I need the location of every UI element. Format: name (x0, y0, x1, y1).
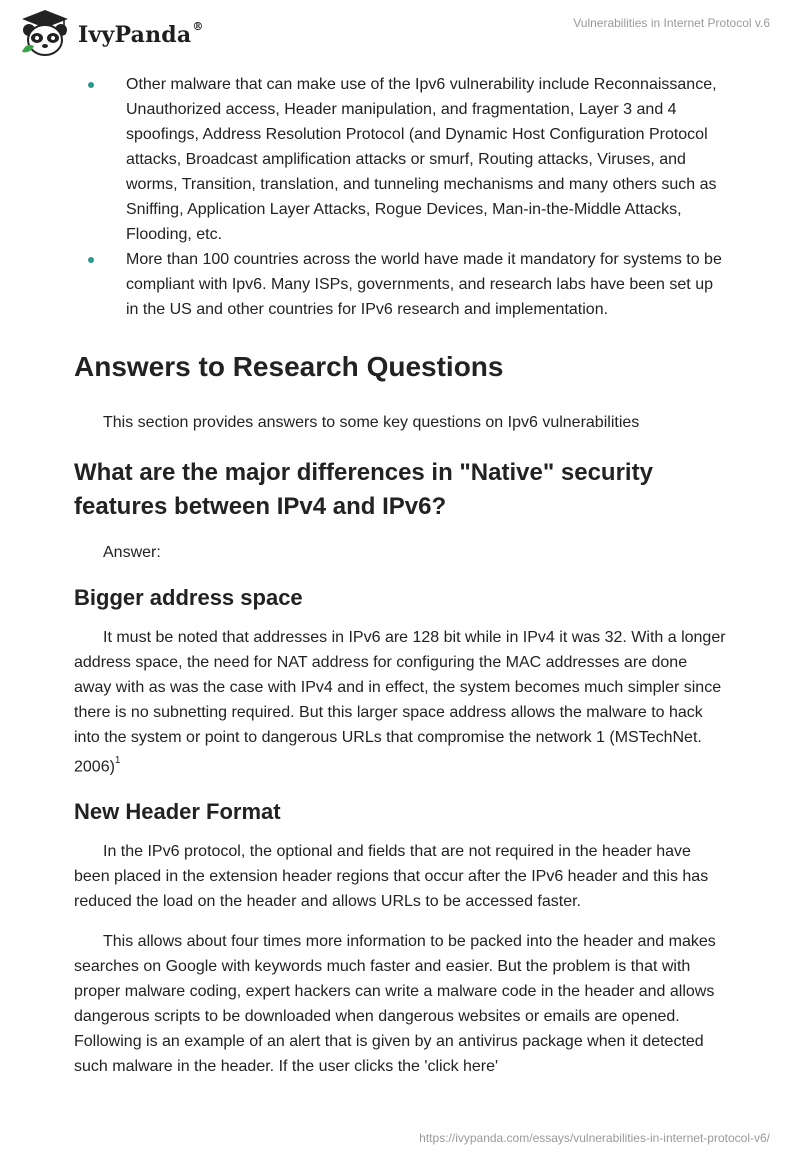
answers-intro-paragraph: This section provides answers to some key questions on Ipv6 vulnerabilities (103, 414, 640, 431)
brand-name: IvyPanda® (78, 19, 204, 48)
source-url[interactable]: https://ivypanda.com/essays/vulnerabilities-in-internet-protocol-v6/ (419, 1131, 770, 1145)
list-item: More than 100 countries across the world have made it mandatory for systems to be compliant with Ipv6. Many ISPs, governments, and research labs have been set up in the US and other countries for IPv6 research and implementation. (74, 247, 726, 322)
subheading-new-header-format: New Header Format (74, 799, 281, 825)
footnote-marker[interactable]: 1 (114, 755, 121, 766)
panda-graduate-icon (18, 8, 72, 58)
bullet-icon (88, 257, 94, 263)
question-heading: What are the major differences in "Native" security features between IPv4 and IPv6? (74, 459, 653, 520)
bigger-address-paragraph: It must be noted that addresses in IPv6 are 128 bit while in IPv4 it was 32. With a longer address space, the need for NAT address for configuring the MAC addresses are done away with as was the case with IPv4 and in effect, the system becomes much simpler since there is no subnetting required. But this larger space address allows the malware to hack into the system or point to dangerous URLs that compromise the network 1 (MSTechNet. 2006)$^1$ (74, 629, 726, 776)
header-format-paragraph-1: In the IPv6 protocol, the optional and fields that are not required in the header have been placed in the extension header regions that occur after the IPv6 header and this has reduced the load on the header and allows URLs to be accessed faster. (74, 843, 709, 911)
header-format-paragraph-2: This allows about four times more information to be packed into the header and makes searches on Google with keywords much faster and easier. But the problem is that with proper malware coding, expert hackers can write a malware code in the header and allows dangerous scripts to be downloaded when dangerous websites or emails are opened. Following is an example of an alert that is given by an antivirus package when it detected such malware in the header. If the user clicks the 'click here' (74, 933, 716, 1076)
section-heading-answers: Answers to Research Questions (74, 351, 504, 382)
document-title: Vulnerabilities in Internet Protocol v.6 (573, 16, 770, 30)
bullet-list (74, 72, 726, 322)
ivypanda-logo[interactable] (18, 8, 204, 58)
page-header (0, 0, 800, 70)
document-body (74, 72, 726, 1079)
subheading-bigger-address-space: Bigger address space (74, 585, 303, 610)
list-item: Other malware that can make use of the Ipv6 vulnerability include Reconnaissance, Unauthorized access, Header manipulation, and fragmentation, Layer 3 and 4 spoofings, Address Resolution Protocol (and Dynamic Host Configuration Protocol attacks, Broadcast amplification attacks or smurf, Routing attacks, Viruses, and worms, Transition, translation, and tunneling mechanisms and many others such as Sniffing, Application Layer Attacks, Rogue Devices, Man-in-the-Middle Attacks, Flooding, etc. (74, 72, 726, 247)
answer-label: Answer: (103, 544, 161, 561)
bullet-icon (88, 82, 94, 88)
